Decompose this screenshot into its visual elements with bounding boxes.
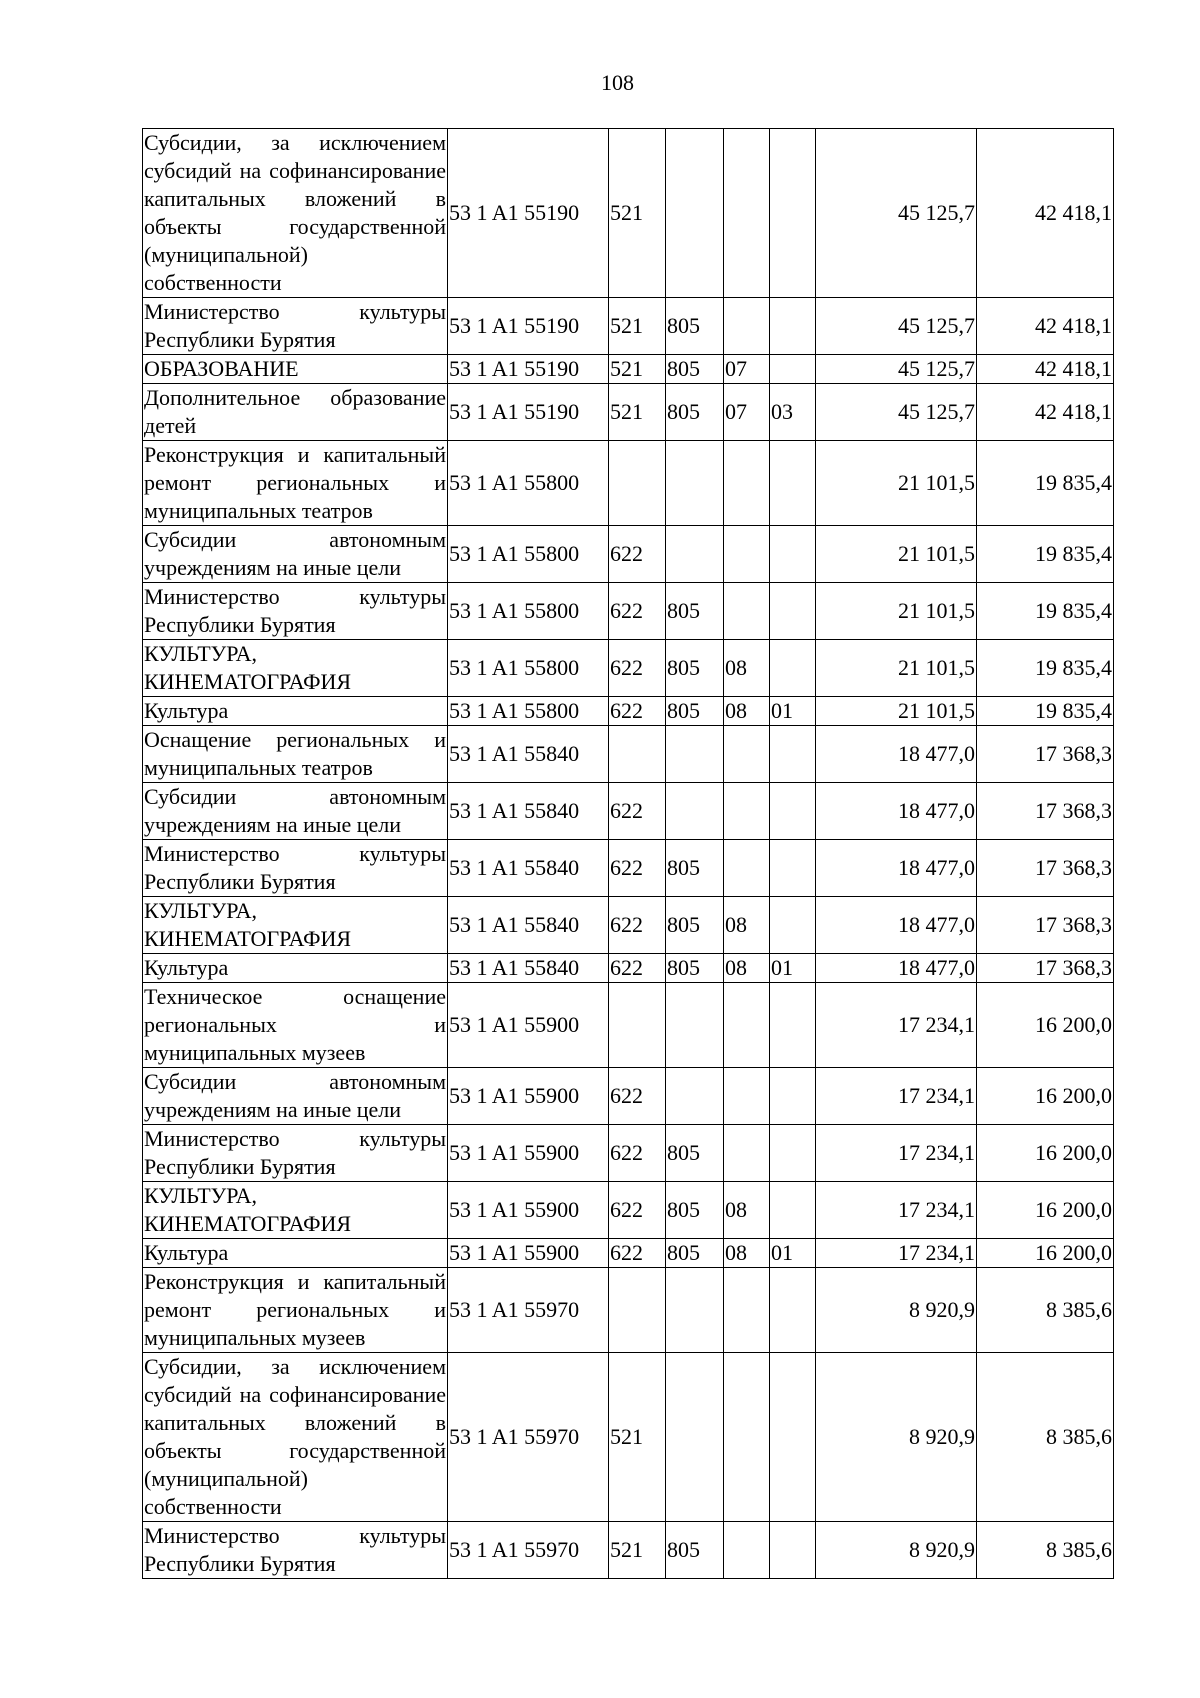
administrator-code-cell: 805 [666, 355, 724, 384]
amount-year2-cell: 42 418,1 [977, 384, 1114, 441]
row-name-cell: КУЛЬТУРА, КИНЕМАТОГРАФИЯ [143, 1182, 448, 1239]
section-cell [724, 441, 770, 526]
table-row [143, 1182, 1114, 1239]
section-cell: 08 [724, 697, 770, 726]
amount-year1-cell: 45 125,7 [816, 129, 977, 298]
administrator-code-cell [666, 983, 724, 1068]
table-row [143, 583, 1114, 640]
subsection-cell [770, 355, 816, 384]
section-cell [724, 1068, 770, 1125]
row-name-cell: Субсидии, за исключением субсидий на софинансирование капитальных вложений в объекты государственной (муниципальной) собственности [143, 129, 448, 298]
administrator-code-cell: 805 [666, 1125, 724, 1182]
target-article-cell: 53 1 A1 55970 [448, 1353, 609, 1522]
table-row [143, 983, 1114, 1068]
section-cell: 07 [724, 355, 770, 384]
administrator-code-cell [666, 129, 724, 298]
expense-type-cell: 622 [609, 840, 666, 897]
row-name-cell: Культура [143, 697, 448, 726]
row-name-cell: Реконструкция и капитальный ремонт региональных и муниципальных музеев [143, 1268, 448, 1353]
amount-year1-cell: 18 477,0 [816, 897, 977, 954]
table-body [143, 129, 1114, 1579]
table-row [143, 129, 1114, 298]
subsection-cell [770, 526, 816, 583]
amount-year1-cell: 18 477,0 [816, 726, 977, 783]
amount-year1-cell: 21 101,5 [816, 697, 977, 726]
subsection-cell [770, 441, 816, 526]
subsection-cell [770, 1068, 816, 1125]
subsection-cell [770, 1522, 816, 1579]
target-article-cell: 53 1 A1 55190 [448, 298, 609, 355]
row-name-cell: Культура [143, 954, 448, 983]
section-cell [724, 298, 770, 355]
expense-type-cell: 521 [609, 298, 666, 355]
target-article-cell: 53 1 A1 55800 [448, 441, 609, 526]
expense-type-cell [609, 726, 666, 783]
target-article-cell: 53 1 A1 55900 [448, 1239, 609, 1268]
row-name-cell: Дополнительное образование детей [143, 384, 448, 441]
row-name-cell: Субсидии, за исключением субсидий на софинансирование капитальных вложений в объекты государственной (муниципальной) собственности [143, 1353, 448, 1522]
target-article-cell: 53 1 A1 55190 [448, 384, 609, 441]
row-name-cell: Оснащение региональных и муниципальных театров [143, 726, 448, 783]
target-article-cell: 53 1 A1 55800 [448, 583, 609, 640]
expense-type-cell: 521 [609, 1522, 666, 1579]
amount-year2-cell: 16 200,0 [977, 1239, 1114, 1268]
administrator-code-cell [666, 783, 724, 840]
table-row [143, 526, 1114, 583]
table-row [143, 640, 1114, 697]
row-name-cell: Министерство культуры Республики Бурятия [143, 1125, 448, 1182]
target-article-cell: 53 1 A1 55190 [448, 355, 609, 384]
row-name-cell: Культура [143, 1239, 448, 1268]
expense-type-cell: 521 [609, 384, 666, 441]
section-cell [724, 1125, 770, 1182]
amount-year1-cell: 17 234,1 [816, 1125, 977, 1182]
table-row [143, 1522, 1114, 1579]
administrator-code-cell [666, 526, 724, 583]
amount-year1-cell: 18 477,0 [816, 783, 977, 840]
section-cell: 08 [724, 1182, 770, 1239]
section-cell [724, 1353, 770, 1522]
amount-year2-cell: 42 418,1 [977, 129, 1114, 298]
section-cell: 07 [724, 384, 770, 441]
amount-year1-cell: 18 477,0 [816, 840, 977, 897]
administrator-code-cell [666, 1268, 724, 1353]
expense-type-cell: 521 [609, 355, 666, 384]
administrator-code-cell: 805 [666, 298, 724, 355]
section-cell [724, 783, 770, 840]
section-cell [724, 1268, 770, 1353]
amount-year2-cell: 19 835,4 [977, 640, 1114, 697]
amount-year1-cell: 45 125,7 [816, 298, 977, 355]
amount-year2-cell: 17 368,3 [977, 726, 1114, 783]
subsection-cell [770, 129, 816, 298]
subsection-cell [770, 1268, 816, 1353]
expense-type-cell: 622 [609, 954, 666, 983]
subsection-cell [770, 583, 816, 640]
target-article-cell: 53 1 A1 55900 [448, 1182, 609, 1239]
section-cell [724, 129, 770, 298]
amount-year2-cell: 42 418,1 [977, 298, 1114, 355]
amount-year2-cell: 16 200,0 [977, 1125, 1114, 1182]
target-article-cell: 53 1 A1 55840 [448, 726, 609, 783]
expense-type-cell: 521 [609, 129, 666, 298]
administrator-code-cell: 805 [666, 954, 724, 983]
expense-type-cell: 622 [609, 1068, 666, 1125]
administrator-code-cell [666, 441, 724, 526]
target-article-cell: 53 1 A1 55970 [448, 1522, 609, 1579]
target-article-cell: 53 1 A1 55840 [448, 897, 609, 954]
section-cell [724, 1522, 770, 1579]
row-name-cell: Министерство культуры Республики Бурятия [143, 840, 448, 897]
target-article-cell: 53 1 A1 55800 [448, 697, 609, 726]
expense-type-cell: 622 [609, 1239, 666, 1268]
amount-year2-cell: 16 200,0 [977, 1182, 1114, 1239]
expense-type-cell [609, 1268, 666, 1353]
amount-year2-cell: 42 418,1 [977, 355, 1114, 384]
section-cell [724, 983, 770, 1068]
amount-year1-cell: 45 125,7 [816, 355, 977, 384]
table-row [143, 897, 1114, 954]
amount-year2-cell: 19 835,4 [977, 697, 1114, 726]
section-cell [724, 526, 770, 583]
amount-year1-cell: 21 101,5 [816, 640, 977, 697]
table-row [143, 726, 1114, 783]
administrator-code-cell [666, 726, 724, 783]
expense-type-cell: 521 [609, 1353, 666, 1522]
row-name-cell: КУЛЬТУРА, КИНЕМАТОГРАФИЯ [143, 897, 448, 954]
subsection-cell [770, 640, 816, 697]
expense-type-cell: 622 [609, 1125, 666, 1182]
amount-year2-cell: 8 385,6 [977, 1353, 1114, 1522]
section-cell: 08 [724, 954, 770, 983]
expense-type-cell [609, 441, 666, 526]
amount-year1-cell: 17 234,1 [816, 1068, 977, 1125]
subsection-cell [770, 1353, 816, 1522]
expense-type-cell: 622 [609, 1182, 666, 1239]
amount-year1-cell: 8 920,9 [816, 1268, 977, 1353]
row-name-cell: Субсидии автономным учреждениям на иные цели [143, 526, 448, 583]
subsection-cell: 03 [770, 384, 816, 441]
target-article-cell: 53 1 A1 55900 [448, 983, 609, 1068]
administrator-code-cell: 805 [666, 1522, 724, 1579]
row-name-cell: Субсидии автономным учреждениям на иные цели [143, 1068, 448, 1125]
amount-year2-cell: 17 368,3 [977, 954, 1114, 983]
administrator-code-cell: 805 [666, 840, 724, 897]
subsection-cell [770, 726, 816, 783]
subsection-cell [770, 897, 816, 954]
row-name-cell: КУЛЬТУРА, КИНЕМАТОГРАФИЯ [143, 640, 448, 697]
administrator-code-cell: 805 [666, 640, 724, 697]
section-cell: 08 [724, 897, 770, 954]
amount-year1-cell: 8 920,9 [816, 1522, 977, 1579]
target-article-cell: 53 1 A1 55970 [448, 1268, 609, 1353]
amount-year2-cell: 19 835,4 [977, 526, 1114, 583]
row-name-cell: Министерство культуры Республики Бурятия [143, 1522, 448, 1579]
row-name-cell: Министерство культуры Республики Бурятия [143, 298, 448, 355]
administrator-code-cell: 805 [666, 897, 724, 954]
table-row [143, 1268, 1114, 1353]
expense-type-cell: 622 [609, 526, 666, 583]
subsection-cell [770, 840, 816, 897]
amount-year2-cell: 19 835,4 [977, 441, 1114, 526]
row-name-cell: Субсидии автономным учреждениям на иные цели [143, 783, 448, 840]
expense-type-cell: 622 [609, 697, 666, 726]
administrator-code-cell: 805 [666, 697, 724, 726]
table-row [143, 840, 1114, 897]
row-name-cell: Реконструкция и капитальный ремонт региональных и муниципальных театров [143, 441, 448, 526]
row-name-cell: ОБРАЗОВАНИЕ [143, 355, 448, 384]
subsection-cell [770, 1182, 816, 1239]
target-article-cell: 53 1 A1 55840 [448, 840, 609, 897]
target-article-cell: 53 1 A1 55800 [448, 640, 609, 697]
amount-year1-cell: 45 125,7 [816, 384, 977, 441]
table-row [143, 355, 1114, 384]
table-row [143, 1125, 1114, 1182]
amount-year1-cell: 18 477,0 [816, 954, 977, 983]
amount-year2-cell: 8 385,6 [977, 1268, 1114, 1353]
table-row [143, 384, 1114, 441]
table-row [143, 783, 1114, 840]
administrator-code-cell: 805 [666, 583, 724, 640]
expense-type-cell: 622 [609, 583, 666, 640]
administrator-code-cell [666, 1068, 724, 1125]
section-cell [724, 726, 770, 783]
subsection-cell: 01 [770, 697, 816, 726]
amount-year1-cell: 17 234,1 [816, 983, 977, 1068]
subsection-cell: 01 [770, 1239, 816, 1268]
amount-year2-cell: 17 368,3 [977, 897, 1114, 954]
amount-year1-cell: 8 920,9 [816, 1353, 977, 1522]
amount-year1-cell: 21 101,5 [816, 441, 977, 526]
amount-year1-cell: 17 234,1 [816, 1182, 977, 1239]
row-name-cell: Техническое оснащение региональных и муниципальных музеев [143, 983, 448, 1068]
section-cell: 08 [724, 640, 770, 697]
amount-year2-cell: 16 200,0 [977, 1068, 1114, 1125]
administrator-code-cell: 805 [666, 1182, 724, 1239]
budget-table [142, 128, 1114, 1579]
table-row [143, 1068, 1114, 1125]
target-article-cell: 53 1 A1 55840 [448, 954, 609, 983]
amount-year2-cell: 17 368,3 [977, 840, 1114, 897]
target-article-cell: 53 1 A1 55800 [448, 526, 609, 583]
subsection-cell [770, 298, 816, 355]
administrator-code-cell: 805 [666, 1239, 724, 1268]
subsection-cell [770, 983, 816, 1068]
subsection-cell [770, 1125, 816, 1182]
administrator-code-cell: 805 [666, 384, 724, 441]
expense-type-cell: 622 [609, 897, 666, 954]
table-row [143, 1353, 1114, 1522]
table-row [143, 954, 1114, 983]
expense-type-cell: 622 [609, 783, 666, 840]
amount-year1-cell: 17 234,1 [816, 1239, 977, 1268]
target-article-cell: 53 1 A1 55840 [448, 783, 609, 840]
amount-year2-cell: 16 200,0 [977, 983, 1114, 1068]
subsection-cell: 01 [770, 954, 816, 983]
table-row [143, 298, 1114, 355]
section-cell: 08 [724, 1239, 770, 1268]
expense-type-cell: 622 [609, 640, 666, 697]
amount-year2-cell: 19 835,4 [977, 583, 1114, 640]
administrator-code-cell [666, 1353, 724, 1522]
amount-year2-cell: 8 385,6 [977, 1522, 1114, 1579]
page-number: 108 [601, 70, 634, 95]
expense-type-cell [609, 983, 666, 1068]
table-row [143, 441, 1114, 526]
section-cell [724, 840, 770, 897]
target-article-cell: 53 1 A1 55900 [448, 1125, 609, 1182]
section-cell [724, 583, 770, 640]
table-row [143, 1239, 1114, 1268]
subsection-cell [770, 783, 816, 840]
target-article-cell: 53 1 A1 55900 [448, 1068, 609, 1125]
table-row [143, 697, 1114, 726]
row-name-cell: Министерство культуры Республики Бурятия [143, 583, 448, 640]
target-article-cell: 53 1 A1 55190 [448, 129, 609, 298]
amount-year2-cell: 17 368,3 [977, 783, 1114, 840]
amount-year1-cell: 21 101,5 [816, 526, 977, 583]
amount-year1-cell: 21 101,5 [816, 583, 977, 640]
